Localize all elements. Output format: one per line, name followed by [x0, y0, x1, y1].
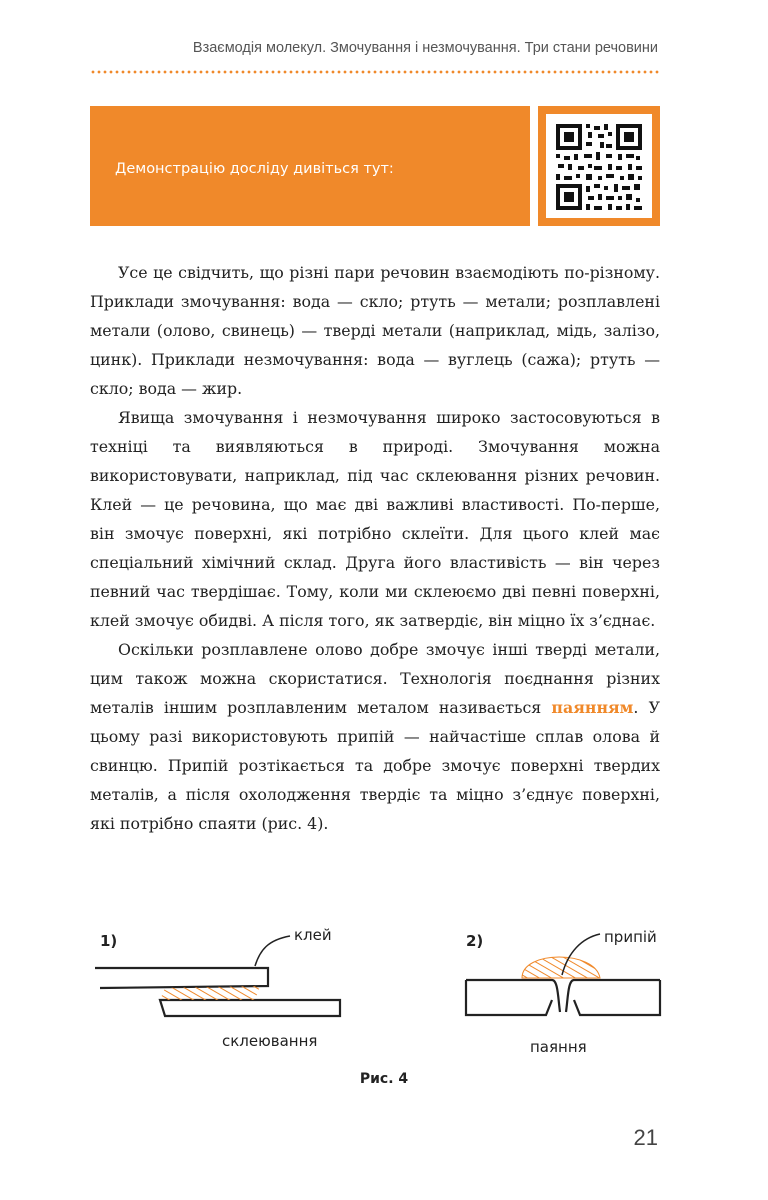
running-title: Взаємодія молекул. Змочування і незмочування. Три стани речовини — [192, 40, 658, 56]
soldering-diagram — [466, 934, 660, 1015]
body-text — [90, 258, 660, 838]
figure-4 — [90, 920, 670, 1070]
qr-code-icon[interactable] — [546, 114, 652, 218]
figure-part-2-number: 2) — [466, 932, 484, 950]
banner-text: Демонстрацію досліду дивіться тут: — [115, 161, 394, 177]
page-number: 21 — [633, 1125, 658, 1150]
qr-frame[interactable] — [538, 106, 660, 226]
paragraph: Явища змочування і незмочування широко застосовуються в техніці та виявляються в природі. Змочування можна використовувати, наприклад, під час склеювання різних речовин. Клей — це речовина, що має дві важливі властивості. По-перше, він змочує поверхні, які потрібно склеїти. Для цього клей має спеціальний хімічний склад. Друга його властивість — він через певний час твердішає. Тому, коли ми склеюємо дві певні поверхні, клей змочує обидві. А після того, як затвердіє, він міцно їх з’єднає. — [90, 408, 660, 630]
highlighted-term: паянням — [551, 698, 634, 717]
soldering-caption: паяння — [530, 1038, 587, 1056]
paragraph: Усе це свідчить, що різні пари речовин взаємодіють по-різному. Приклади змочування: вода — скло; ртуть — метали; розплавлені метали (олово, свинець) — тверді метали (наприклад, мідь, залізо, цинк). Приклади незмочування: вода — вуглець (сажа); ртуть — скло; вода — жир. — [90, 263, 660, 398]
glue-layer — [160, 986, 260, 1000]
gluing-diagram — [95, 936, 340, 1016]
figure-caption: Рис. 4 — [359, 1071, 409, 1087]
figure-part-1-number: 1) — [100, 932, 118, 950]
solder-label: припій — [604, 928, 657, 946]
glue-label: клей — [294, 926, 332, 944]
paragraph-text: . У цьому разі використовують припій — найчастіше сплав олова й свинцю. Припій розтікається та добре змочує поверхні твердих металів, а після охолодження твердіє та міцно з’єднує поверхні, які потрібно спаяти (рис. 4). — [90, 698, 660, 833]
paragraph-text: Оскільки розплавлене олово добре змочує інші тверді метали, цим також можна скористатися. Технологія поєднання різних металів іншим розплавленим металом називається — [90, 640, 660, 717]
dotted-divider — [90, 70, 660, 74]
gluing-caption: склеювання — [222, 1032, 318, 1050]
paragraph — [90, 635, 660, 838]
demo-banner — [90, 106, 530, 226]
